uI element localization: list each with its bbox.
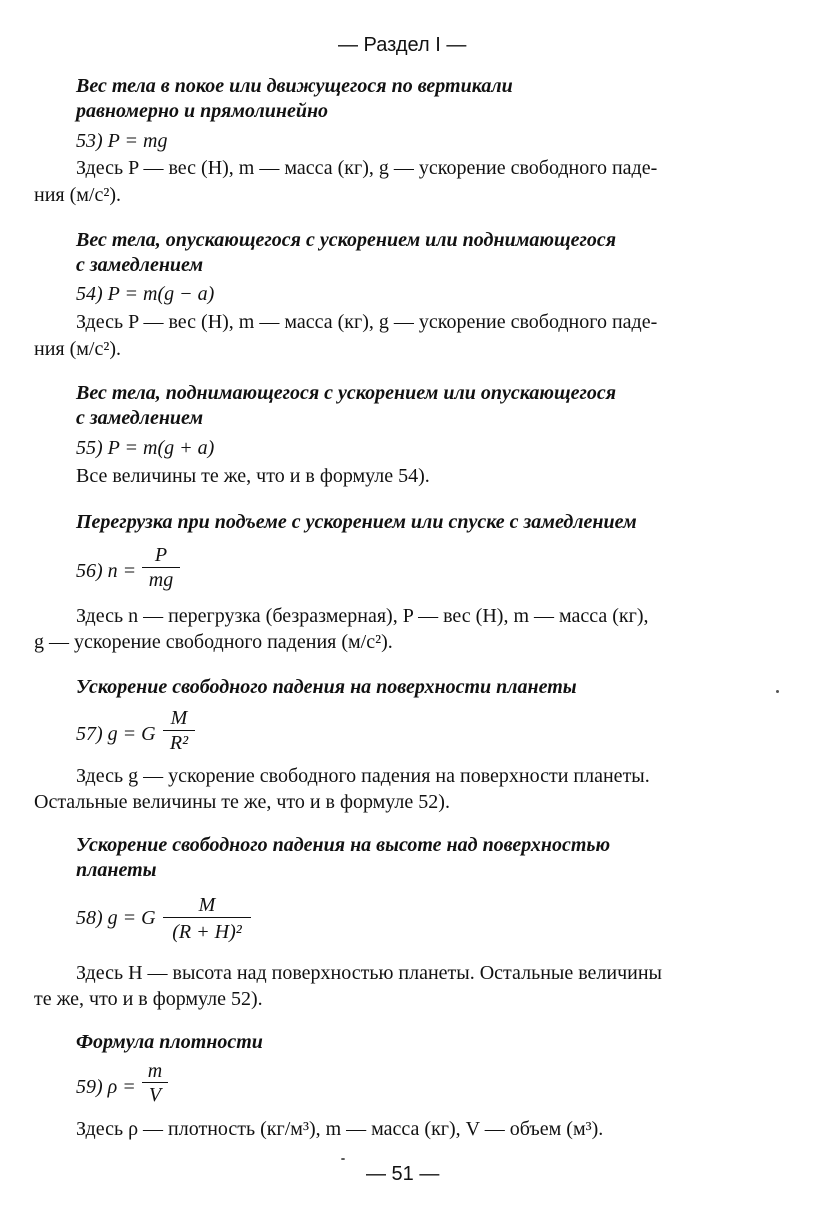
section-heading: Формула плотности [76, 1031, 263, 1053]
section-heading: с замедлением [76, 254, 204, 276]
page-header: — Раздел I — [338, 34, 467, 56]
formula-58-label: 58) g = G [76, 907, 156, 929]
page-number: — 51 — [366, 1163, 440, 1185]
explanation-line: Здесь ρ — плотность (кг/м³), m — масса (кг), V — объем (м³). [76, 1118, 604, 1140]
explanation-line: Здесь n — перегрузка (безразмерная), P — вес (Н), m — масса (кг), [76, 605, 649, 627]
explanation-line: Здесь P — вес (Н), m — масса (кг), g — ускорение свободного паде- [76, 157, 658, 179]
formula-56-fraction [142, 543, 180, 592]
explanation-line: Здесь g — ускорение свободного падения на поверхности планеты. [76, 765, 650, 787]
section-heading: Перегрузка при подъеме с ускорением или спуске с замедлением [76, 511, 637, 533]
explanation-line: ния (м/с²). [34, 184, 122, 206]
section-heading: Ускорение свободного падения на поверхности планеты [76, 676, 577, 698]
fraction-numerator: M [198, 894, 216, 916]
explanation-line: g — ускорение свободного падения (м/с²). [34, 631, 393, 653]
explanation-line: те же, что и в формуле 52). [34, 988, 263, 1010]
fraction-denominator: mg [148, 569, 174, 591]
formula-59-label: 59) ρ = [76, 1076, 136, 1098]
explanation-line: ния (м/с²). [34, 338, 122, 360]
fraction-numerator: m [147, 1060, 163, 1082]
formula-54: 54) P = m(g − a) [76, 283, 215, 305]
explanation-line: Здесь P — вес (Н), m — масса (кг), g — ускорение свободного паде- [76, 311, 658, 333]
section-heading: планеты [76, 859, 157, 881]
fraction-numerator: M [170, 707, 188, 729]
explanation-line: Все величины те же, что и в формуле 54). [76, 465, 430, 487]
fraction-denominator: R² [169, 732, 189, 754]
section-heading: с замедлением [76, 407, 204, 429]
section-heading: Ускорение свободного падения на высоте над поверхностью [76, 834, 611, 856]
formula-55: 55) P = m(g + a) [76, 437, 215, 459]
formula-58-fraction [163, 893, 251, 946]
explanation-line: Здесь H — высота над поверхностью планеты. Остальные величины [76, 962, 662, 984]
section-heading: Вес тела в покое или движущегося по вертикали [76, 75, 513, 97]
scan-speck [776, 690, 779, 693]
scan-speck [341, 1158, 345, 1160]
formula-56-label: 56) n = [76, 560, 137, 582]
explanation-line: Остальные величины те же, что и в формуле 52). [34, 791, 450, 813]
formula-57-label: 57) g = G [76, 723, 156, 745]
section-heading: Вес тела, опускающегося с ускорением или поднимающегося [76, 229, 617, 251]
fraction-denominator: (R + H)² [172, 921, 242, 943]
formula-53: 53) P = mg [76, 130, 168, 152]
section-heading: Вес тела, поднимающегося с ускорением или опускающегося [76, 382, 617, 404]
formula-57-fraction [163, 706, 195, 755]
fraction-denominator: V [148, 1084, 162, 1106]
fraction-numerator: P [154, 544, 168, 566]
section-heading: равномерно и прямолинейно [76, 100, 329, 122]
formula-59-fraction [142, 1060, 168, 1107]
